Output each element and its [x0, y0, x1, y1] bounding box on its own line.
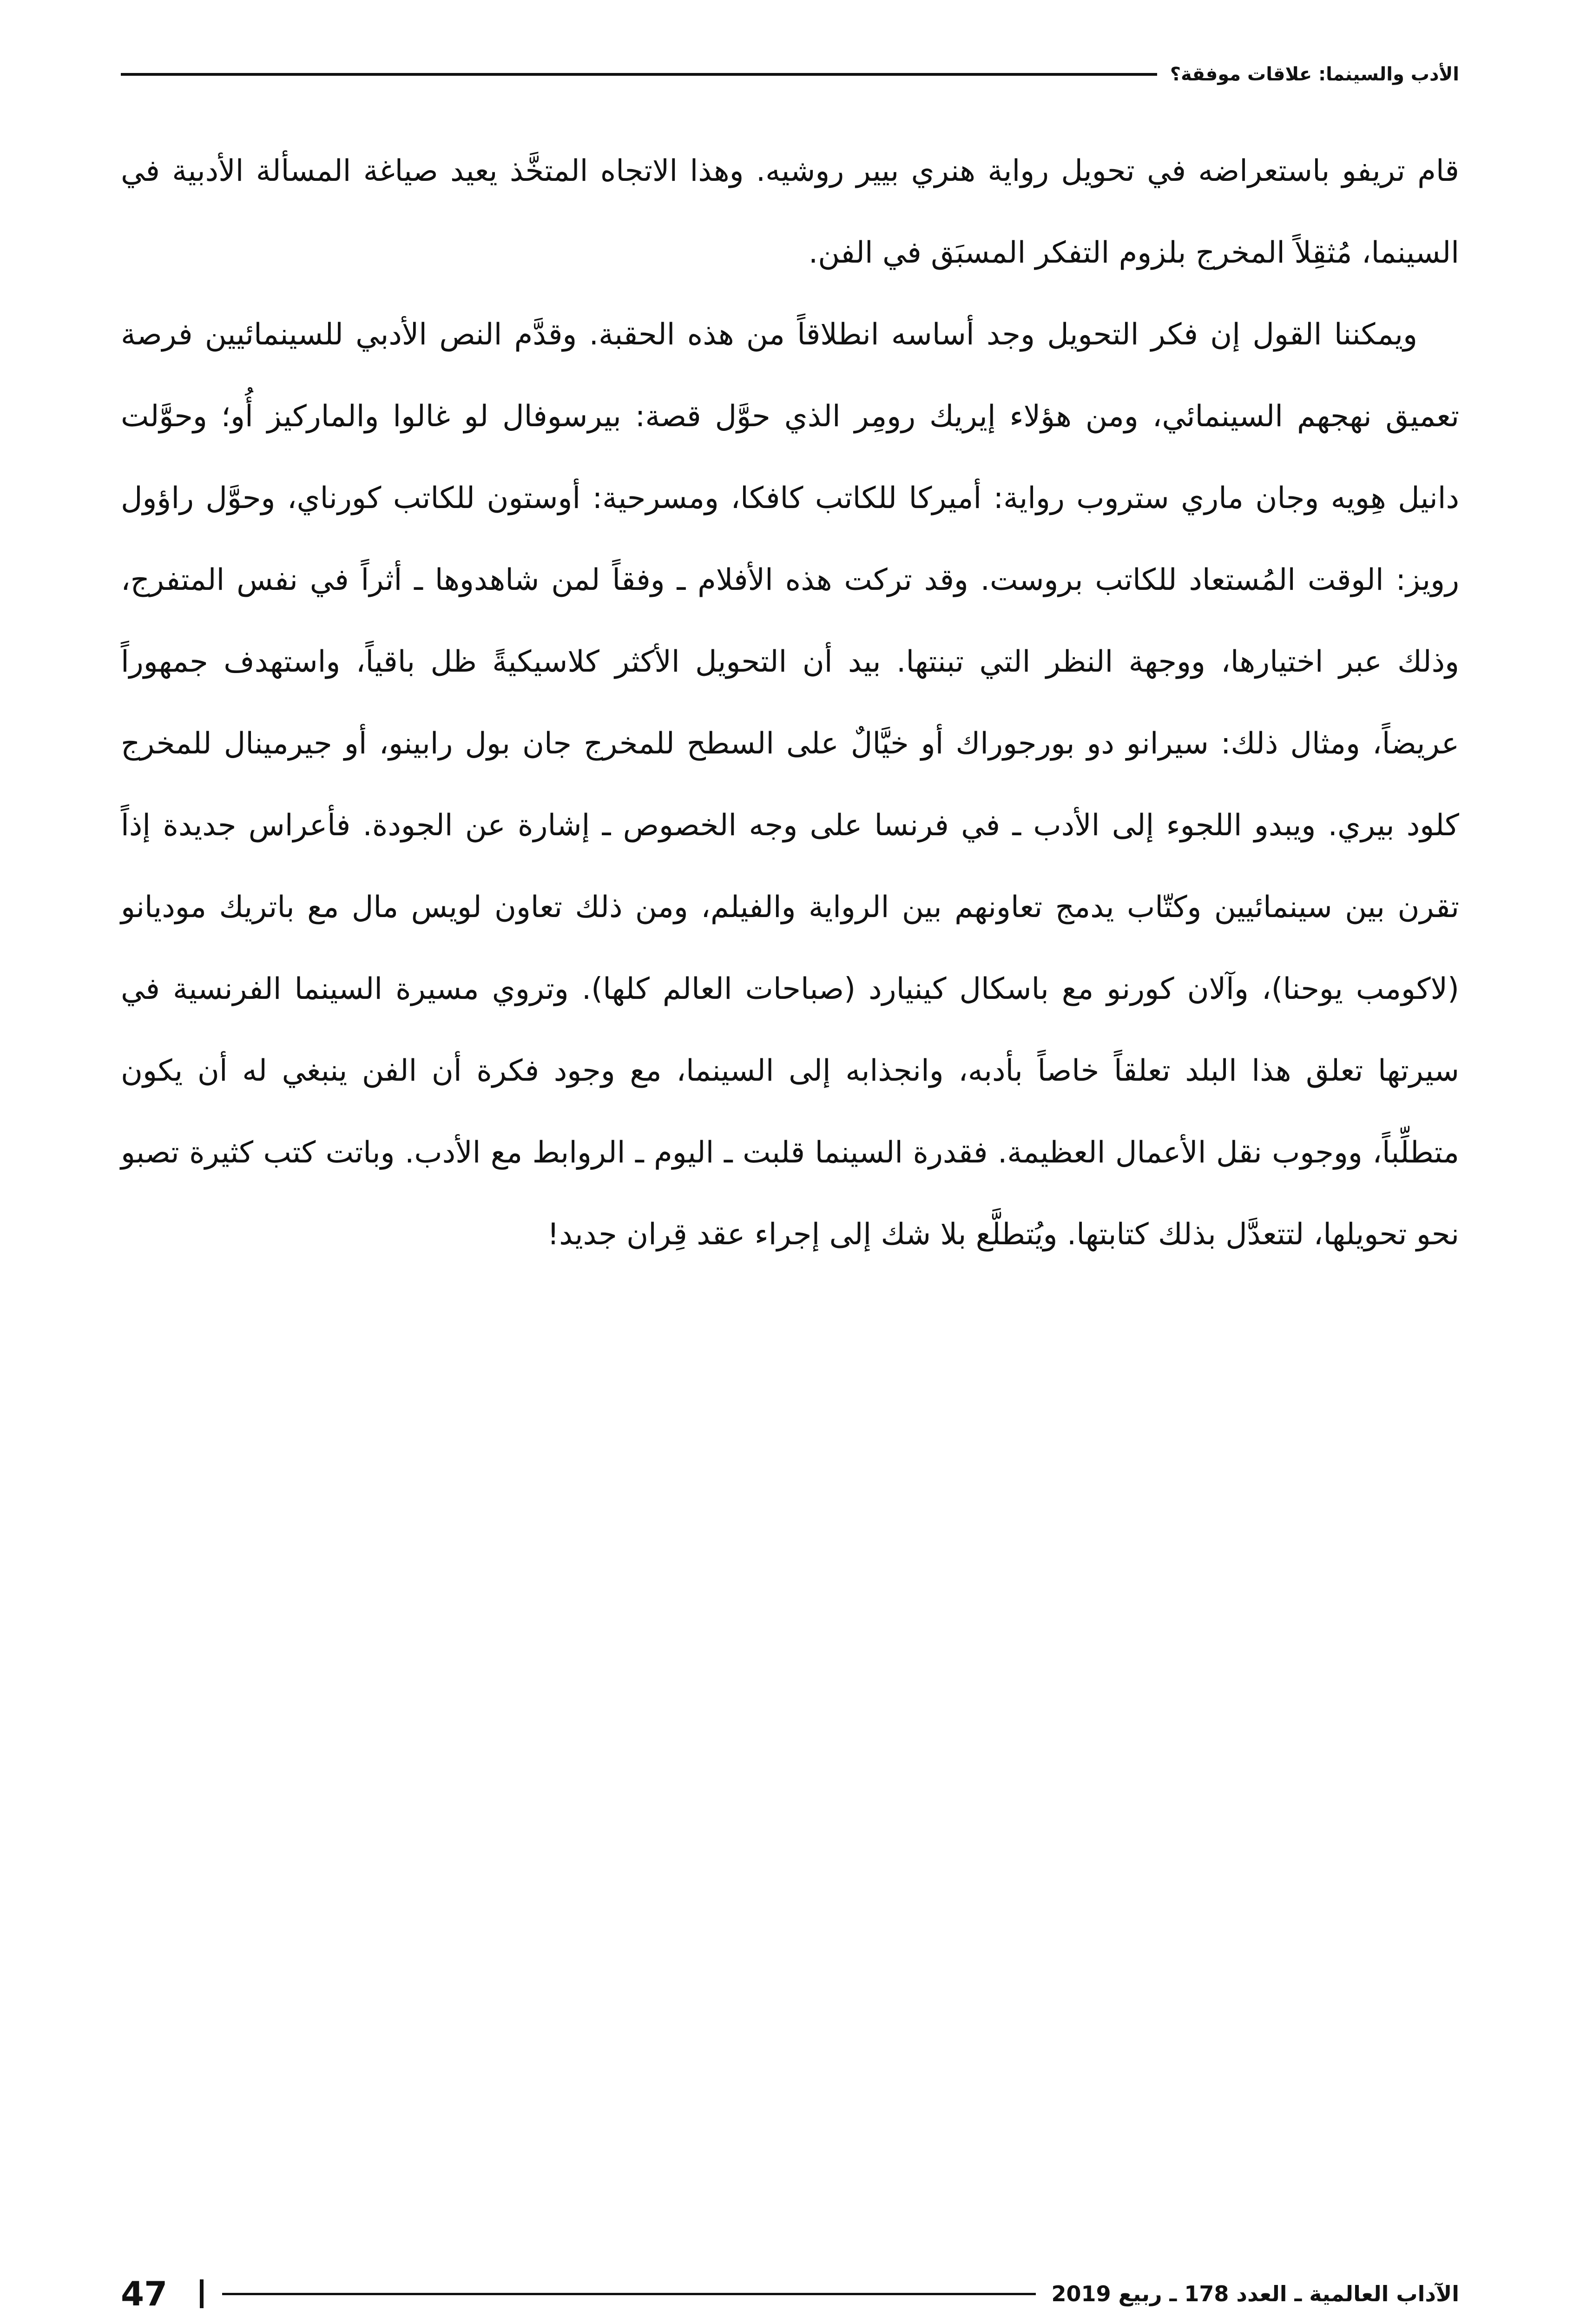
page-number: 47 — [121, 2274, 168, 2313]
header-rule — [121, 73, 1157, 76]
footer-divider — [200, 2279, 204, 2308]
footer-rule — [222, 2293, 1035, 2295]
page-footer — [121, 2273, 1459, 2315]
journal-info: الآداب العالمية ـ العدد 178 ـ ربيع 2019 — [1051, 2281, 1459, 2306]
running-header — [121, 56, 1459, 93]
paragraph-1: قام تريفو باستعراضه في تحويل رواية هنري بيير روشيه. وهذا الاتجاه المتخَّذ يعيد صياغة المسألة الأدبية في السينما، مُثقِلاً المخرج بلزوم التفكر المسبَق في الفن. — [121, 154, 1459, 270]
running-title: الأدب والسينما: علاقات موفقة؟ — [1170, 64, 1459, 85]
article-body — [121, 130, 1459, 1275]
paragraph-2: ويمكننا القول إن فكر التحويل وجد أساسه انطلاقاً من هذه الحقبة. وقدَّم النص الأدبي للسينمائيين فرصة تعميق نهجهم السينمائي، ومن هؤلاء إيريك رومِر الذي حوَّل قصة: بيرسوفال لو غالوا والماركيز أُو؛ وحوَّلت دانيل هِويه وجان ماري ستروب رواية: أميركا للكاتب كافكا، ومسرحية: أوستون للكاتب كورناي، وحوَّل راؤول رويز: الوقت المُستعاد للكاتب بروست. وقد تركت هذه الأفلام ـ وفقاً لمن شاهدوها ـ أثراً في نفس المتفرج، وذلك عبر اختيارها، ووجهة النظر التي تبنتها. بيد أن التحويل الأكثر كلاسيكيةً ظل باقياً، واستهدف جمهوراً عريضاً، ومثال ذلك: سيرانو دو بورجوراك أو خيَّالٌ على السطح للمخرج جان بول رابينو، أو جيرمينال للمخرج كلود بيري. ويبدو اللجوء إلى الأدب ـ في فرنسا على وجه الخصوص ـ إشارة عن الجودة. فأعراس جديدة إذاً تقرن بين سينمائيين وكتّاب يدمج تعاونهم بين الرواية والفيلم، ومن ذلك تعاون لويس مال مع باتريك موديانو (لاكومب يوحنا)، وآلان كورنو مع باسكال كينيارد (صباحات العالم كلها). وتروي مسيرة السينما الفرنسية في سيرتها تعلق هذا البلد تعلقاً خاصاً بأدبه، وانجذابه إلى السينما، مع وجود فكرة أن الفن ينبغي له أن يكون متطلِّباً، ووجوب نقل الأعمال العظيمة. فقدرة السينما قلبت ـ اليوم ـ الروابط مع الأدب. وباتت كتب كثيرة تصبو نحو تحويلها، لتتعدَّل بذلك كتابتها. ويُتطلَّع بلا شك إلى إجراء عقد قِران جديد! — [121, 317, 1459, 1252]
